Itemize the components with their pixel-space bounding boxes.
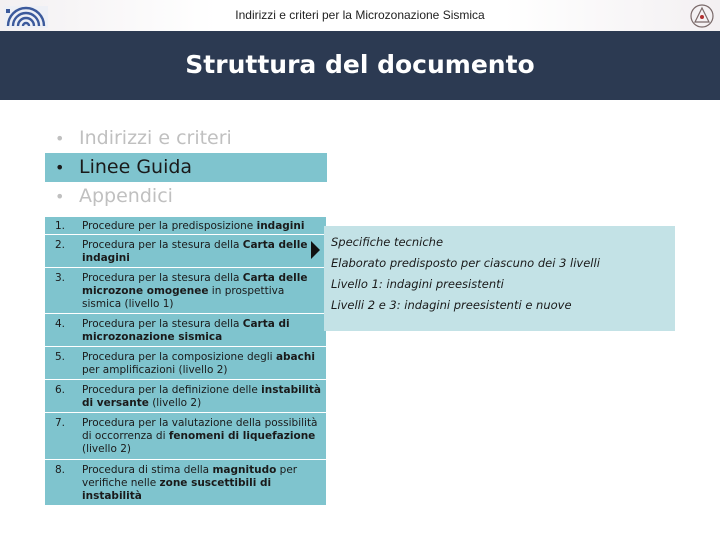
section-list [45, 124, 327, 211]
procedure-text-part: per verifiche nelle [82, 464, 298, 489]
procedure-text [82, 318, 324, 344]
row-divider [45, 459, 326, 460]
procedure-keyword: abachi [275, 351, 315, 363]
procedure-text [82, 384, 324, 410]
section-label: Linee Guida [79, 156, 193, 178]
emblem-icon [690, 4, 714, 28]
procedure-number: 4. [55, 318, 66, 330]
bullet-icon: • [55, 129, 65, 148]
section-label: Indirizzi e criteri [79, 127, 232, 149]
procedure-text [82, 220, 324, 233]
procedure-keyword: fenomeni di liquefazione [168, 430, 316, 442]
procedure-number: 6. [55, 384, 66, 396]
procedure-text [82, 351, 324, 377]
procedure-text-part: Procedura per la stesura della [82, 318, 243, 330]
arrow-right-icon [311, 241, 320, 259]
section-item [45, 182, 327, 211]
procedure-text-part: in prospettiva sismica (livello 1) [82, 285, 285, 310]
procedure-text-part: per amplificazioni (livello 2) [82, 364, 228, 376]
procedure-number: 2. [55, 239, 66, 251]
procedure-text-part: Procedura di stima della [82, 464, 213, 476]
procedure-number: 1. [55, 220, 66, 232]
procedure-list [45, 217, 326, 505]
procedure-text-part: Procedura per la valutazione della possibilità di occorrenza di [82, 417, 318, 442]
section-item [45, 153, 327, 182]
info-line: Specifiche tecniche [331, 235, 444, 249]
info-line: Livelli 2 e 3: indagini preesistenti e nuove [331, 298, 572, 312]
procedure-text-part: Procedura per la definizione delle [82, 384, 262, 396]
row-divider [45, 313, 326, 314]
row-divider [45, 412, 326, 413]
procedure-number: 3. [55, 272, 66, 284]
procedure-keyword: Carta delle indagini [82, 239, 308, 264]
bullet-icon: • [55, 187, 65, 206]
procedure-text-part: (livello 2) [82, 443, 131, 455]
row-divider [45, 234, 326, 235]
procedure-keyword: Carta di microzonazione sismica [82, 318, 290, 343]
procedure-text-part: Procedura per la composizione degli [82, 351, 276, 363]
info-line: Livello 1: indagini preesistenti [331, 277, 504, 291]
bullet-icon: • [55, 158, 65, 177]
row-divider [45, 267, 326, 268]
procedure-number: 7. [55, 417, 66, 429]
procedure-text-part: (livello 2) [148, 397, 202, 409]
page-title: Struttura del documento [185, 50, 535, 79]
procedure-number: 8. [55, 464, 66, 476]
row-divider [45, 346, 326, 347]
procedure-text [82, 464, 324, 503]
procedure-text [82, 272, 324, 311]
procedure-keyword: indagini [256, 220, 305, 232]
section-item [45, 124, 327, 153]
procedure-text-part: Procedura per la stesura della [82, 272, 243, 284]
procedure-keyword: Carta delle microzone omogenee [82, 272, 308, 297]
procedure-number: 5. [55, 351, 66, 363]
procedure-keyword: magnitudo [212, 464, 277, 476]
procedure-text-part: Procedura per la stesura della [82, 239, 243, 251]
procedure-keyword: instabilità di versante [82, 384, 322, 409]
info-box [324, 226, 675, 331]
info-line: Elaborato predisposto per ciascuno dei 3 livelli [331, 256, 600, 270]
procedure-text-part: Procedure per la predisposizione [82, 220, 257, 232]
row-divider [45, 379, 326, 380]
section-label: Appendici [79, 185, 173, 207]
procedure-text [82, 239, 324, 265]
procedure-keyword: zone suscettibili di instabilità [82, 477, 272, 502]
procedure-text [82, 417, 324, 456]
header-title: Indirizzi e criteri per la Microzonazione Sismica [235, 8, 485, 22]
